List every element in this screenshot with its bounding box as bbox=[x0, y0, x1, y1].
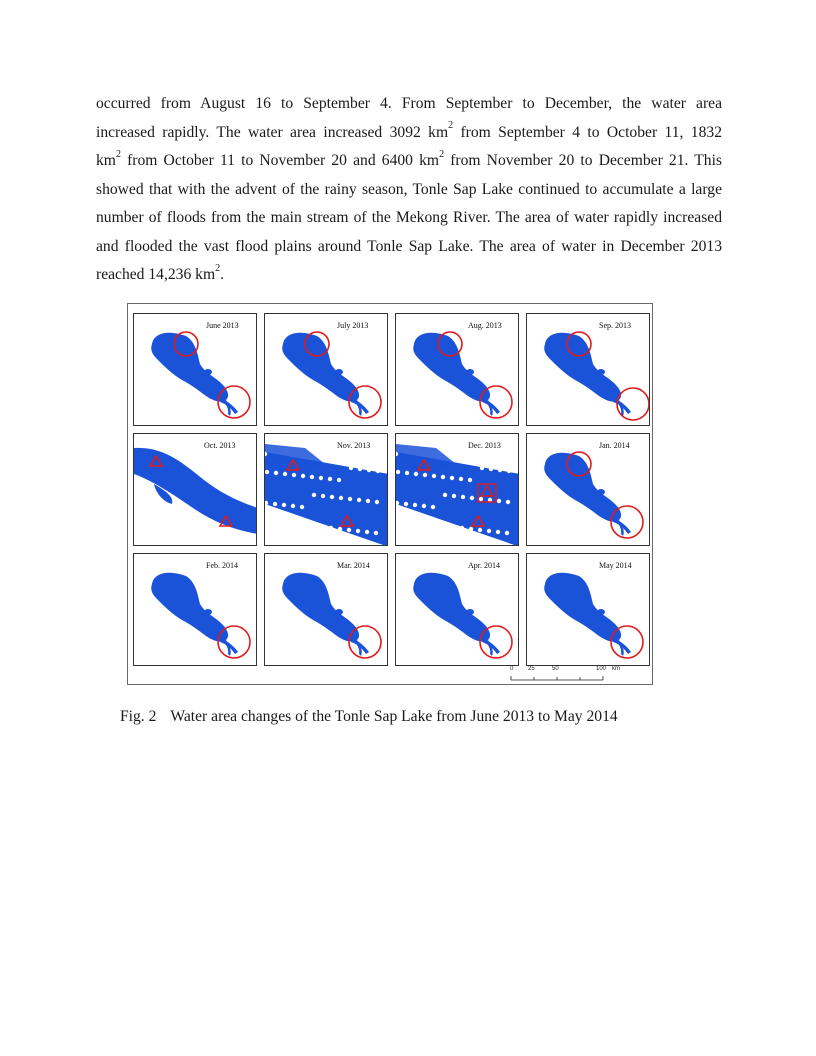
lake-map bbox=[265, 314, 388, 426]
scale-unit: km bbox=[612, 666, 620, 672]
map-panel bbox=[264, 313, 388, 426]
panel-date-label: Nov. 2013 bbox=[337, 441, 371, 450]
scale-tick-label: 50 bbox=[552, 666, 559, 672]
panel-date-label: Oct. 2013 bbox=[204, 441, 236, 450]
text-line bbox=[96, 147, 722, 176]
text-span: from October 11 to November 20 and 6400 km bbox=[120, 152, 440, 169]
lake-map bbox=[527, 314, 650, 426]
scale-tick-label: 0 bbox=[510, 666, 514, 672]
superscript: 2 bbox=[448, 120, 454, 132]
lake-map bbox=[134, 554, 257, 666]
lake-map bbox=[134, 434, 257, 546]
text-span: from September 4 to October 11, 1832 bbox=[453, 123, 722, 141]
superscript: 2 bbox=[215, 262, 221, 274]
map-panel bbox=[264, 553, 388, 666]
panel-date-label: Jan. 2014 bbox=[599, 441, 630, 450]
caption-text: Water area changes of the Tonle Sap Lake from June 2013 to May 2014 bbox=[170, 708, 618, 725]
text-span: increased rapidly. The water area increased 3092 km bbox=[96, 123, 449, 141]
map-panel bbox=[133, 433, 257, 546]
panel-date-label: July 2013 bbox=[337, 321, 369, 330]
panel-date-label: Mar. 2014 bbox=[337, 561, 370, 570]
caption-number: Fig. 2 bbox=[120, 708, 157, 725]
text-line bbox=[96, 261, 722, 290]
lake-map bbox=[265, 554, 388, 666]
superscript: 2 bbox=[439, 148, 445, 160]
panel-date-label: Sep. 2013 bbox=[599, 321, 631, 330]
lake-map bbox=[396, 554, 519, 666]
map-panel bbox=[395, 433, 519, 546]
text-line: showed that with the advent of the rainy season, Tonle Sap Lake continued to accumulate a large bbox=[96, 180, 722, 198]
scale-tick-label: 25 bbox=[528, 666, 535, 672]
text-line bbox=[96, 119, 722, 148]
lake-map bbox=[527, 434, 650, 546]
panel-date-label: Dec. 2013 bbox=[468, 441, 501, 450]
figure-caption bbox=[120, 708, 618, 726]
panel-date-label: Feb. 2014 bbox=[206, 561, 238, 570]
scale-bar bbox=[506, 666, 626, 684]
text-span: . bbox=[220, 266, 224, 283]
panel-date-label: Apr. 2014 bbox=[468, 561, 500, 570]
text-span: reached 14,236 km bbox=[96, 266, 216, 283]
map-panel bbox=[395, 553, 519, 666]
map-panel bbox=[133, 553, 257, 666]
text-line: number of floods from the main stream of the Mekong River. The area of water rapidly increased bbox=[96, 209, 722, 226]
map-panel bbox=[133, 313, 257, 426]
lake-map bbox=[396, 314, 519, 426]
text-line: and flooded the vast flood plains around Tonle Sap Lake. The area of water in December 2013 bbox=[96, 237, 722, 255]
scale-tick-label: 100 bbox=[596, 666, 607, 672]
figure-map-grid bbox=[127, 303, 653, 685]
text-span: km bbox=[96, 152, 116, 169]
text-span: from November 20 to December 21. This bbox=[444, 152, 722, 169]
superscript: 2 bbox=[115, 148, 121, 160]
map-panel bbox=[526, 313, 650, 426]
panel-date-label: Aug. 2013 bbox=[468, 321, 502, 330]
scale-bar-line bbox=[506, 666, 626, 684]
map-panel bbox=[395, 313, 519, 426]
lake-map bbox=[134, 314, 257, 426]
map-panel bbox=[526, 553, 650, 666]
text-line: occurred from August 16 to September 4. From September to December, the water area bbox=[96, 95, 722, 112]
panel-date-label: May 2014 bbox=[599, 561, 632, 570]
map-panel bbox=[264, 433, 388, 546]
lake-map bbox=[265, 434, 388, 546]
lake-map bbox=[527, 554, 650, 666]
lake-map bbox=[396, 434, 519, 546]
map-panel bbox=[526, 433, 650, 546]
panel-date-label: June 2013 bbox=[206, 321, 239, 330]
body-paragraph bbox=[96, 90, 722, 290]
